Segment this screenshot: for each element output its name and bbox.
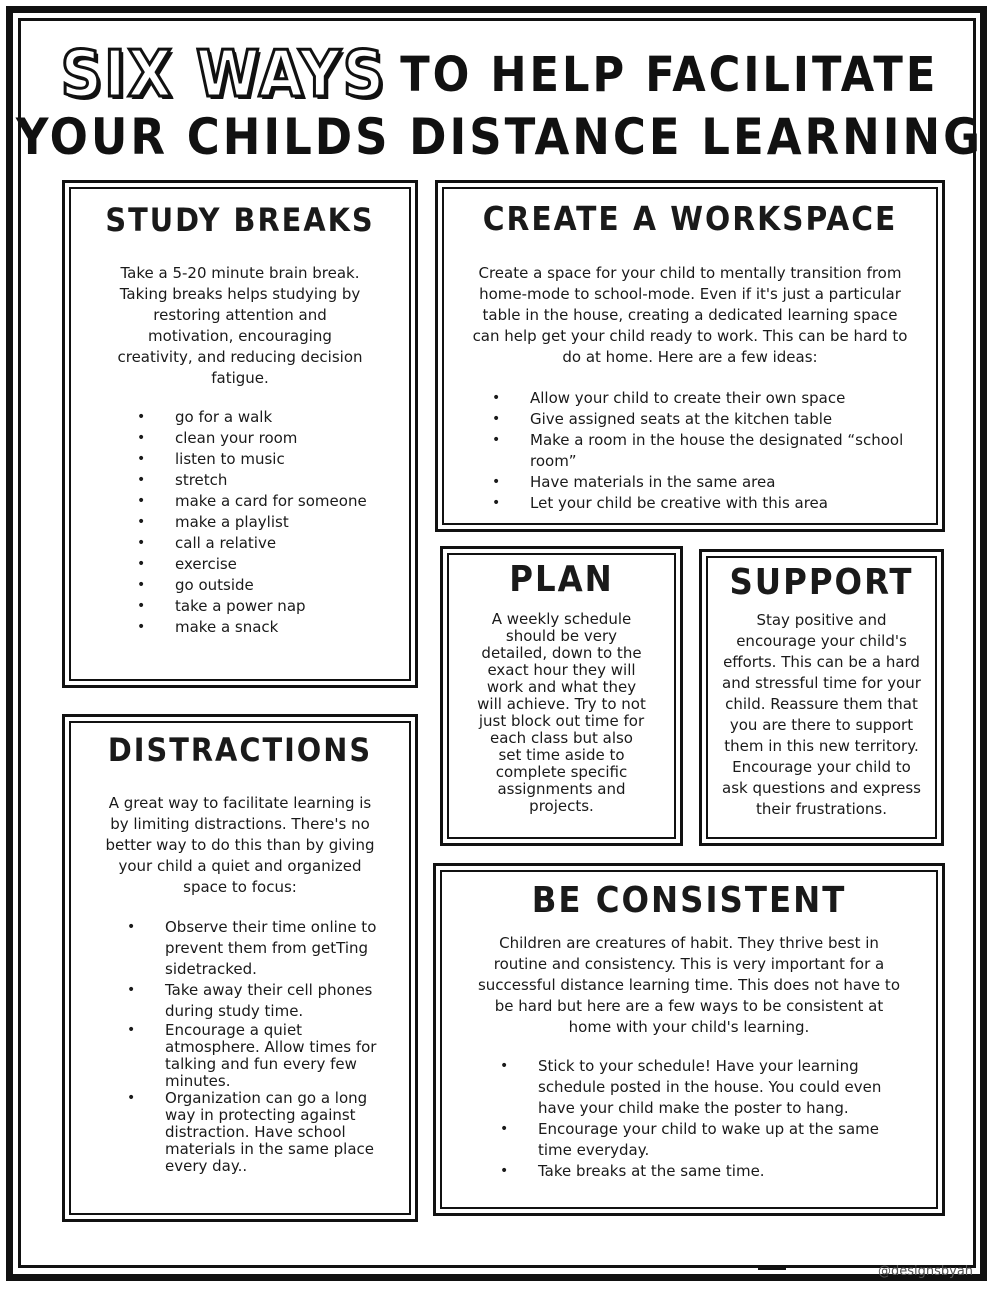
- plan-card: [440, 546, 683, 846]
- list-item: • make a snack: [175, 617, 395, 638]
- list-item: • Take away their cell phones during study time.: [165, 980, 391, 1022]
- list-item: • make a playlist: [175, 512, 395, 533]
- distractions-card: [62, 714, 418, 1222]
- support-text: Stay positive and encourage your child's efforts. This can be a hard and stressful time for your child. Reassure them that you are there to support them in this new territory. Encourage your child to ask questions and express their frustrations.: [722, 611, 921, 818]
- consistent-intro: Children are creatures of habit. They thrive best in routine and consistency. This is very important for a successful distance learning time. This does not have to be hard but here are a few ways to be consistent at home with your child's learning.: [477, 934, 900, 1036]
- list-item: • Stick to your schedule! Have your learning schedule posted in the house. You could even have your child make the poster to hang.: [538, 1056, 902, 1119]
- list-item: • call a relative: [175, 533, 395, 554]
- list-item: • Have materials in the same area: [530, 472, 912, 493]
- workspace-card: [435, 180, 945, 532]
- list-item: • Observe their time online to prevent them from getTing sidetracked.: [165, 917, 391, 980]
- workspace-list: [530, 388, 912, 514]
- list-item: • make a card for someone: [175, 491, 395, 512]
- consistent-list: [538, 1056, 902, 1182]
- list-item: • Allow your child to create their own space: [530, 388, 912, 409]
- study-breaks-intro: Take a 5-20 minute brain break. Taking breaks helps studying by restoring attention and motivation, encouraging creativity, and reducing decision fatigue.: [117, 264, 363, 387]
- list-item: • Encourage your child to wake up at the same time everyday.: [538, 1119, 902, 1161]
- study-breaks-heading: STUDY BREAKS: [105, 201, 375, 239]
- study-breaks-card: [62, 180, 418, 688]
- workspace-intro: Create a space for your child to mentally transition from home-mode to school-mode. Even if it's just a particular table in the house, creating a dedicated learning space can help get your child ready to work. This can be hard to do at home. Here are a few ideas:: [472, 264, 908, 366]
- workspace-heading: CREATE A WORKSPACE: [482, 199, 898, 238]
- title-line-2: YOUR CHILDS DISTANCE LEARNING: [15, 108, 984, 166]
- watermark: @designsbyah: [878, 1264, 974, 1279]
- list-item: • Make a room in the house the designated “school room”: [530, 430, 912, 472]
- support-card: [699, 549, 944, 846]
- list-item: • go for a walk: [175, 407, 395, 428]
- title-line-1-rest: TO HELP FACILITATE: [400, 47, 939, 103]
- list-item: • Encourage a quiet atmosphere. Allow times for talking and fun every few minutes.: [165, 1022, 391, 1090]
- list-item: • Take breaks at the same time.: [538, 1161, 902, 1182]
- plan-heading: PLAN: [509, 559, 614, 600]
- study-breaks-list: [175, 407, 395, 638]
- consistent-heading: BE CONSISTENT: [531, 880, 847, 921]
- distractions-list: [165, 917, 391, 1175]
- consistent-card: [433, 863, 945, 1216]
- list-item: • go outside: [175, 575, 395, 596]
- list-item: • clean your room: [175, 428, 395, 449]
- title-emphasis: SIX WAYS: [60, 38, 387, 112]
- list-item: • stretch: [175, 470, 395, 491]
- list-item: • listen to music: [175, 449, 395, 470]
- list-item: • exercise: [175, 554, 395, 575]
- list-item: • Let your child be creative with this area: [530, 493, 912, 514]
- distractions-intro: A great way to facilitate learning is by limiting distractions. There's no better way to do this than by giving your child a quiet and organized space to focus:: [105, 794, 375, 896]
- list-item: • Organization can go a long way in protecting against distraction. Have school materials in the same place every day..: [165, 1090, 391, 1175]
- title-line-1: [0, 38, 999, 112]
- list-item: • take a power nap: [175, 596, 395, 617]
- support-heading: SUPPORT: [729, 562, 914, 603]
- distractions-heading: DISTRACTIONS: [107, 731, 373, 769]
- plan-text: A weekly schedule should be very detailed, down to the exact hour they will work and what they will achieve. Try to not just block out time for each class but also set time aside to complete specific assignments and projects.: [477, 610, 646, 815]
- decorative-divider: [758, 1268, 786, 1270]
- list-item: • Give assigned seats at the kitchen table: [530, 409, 912, 430]
